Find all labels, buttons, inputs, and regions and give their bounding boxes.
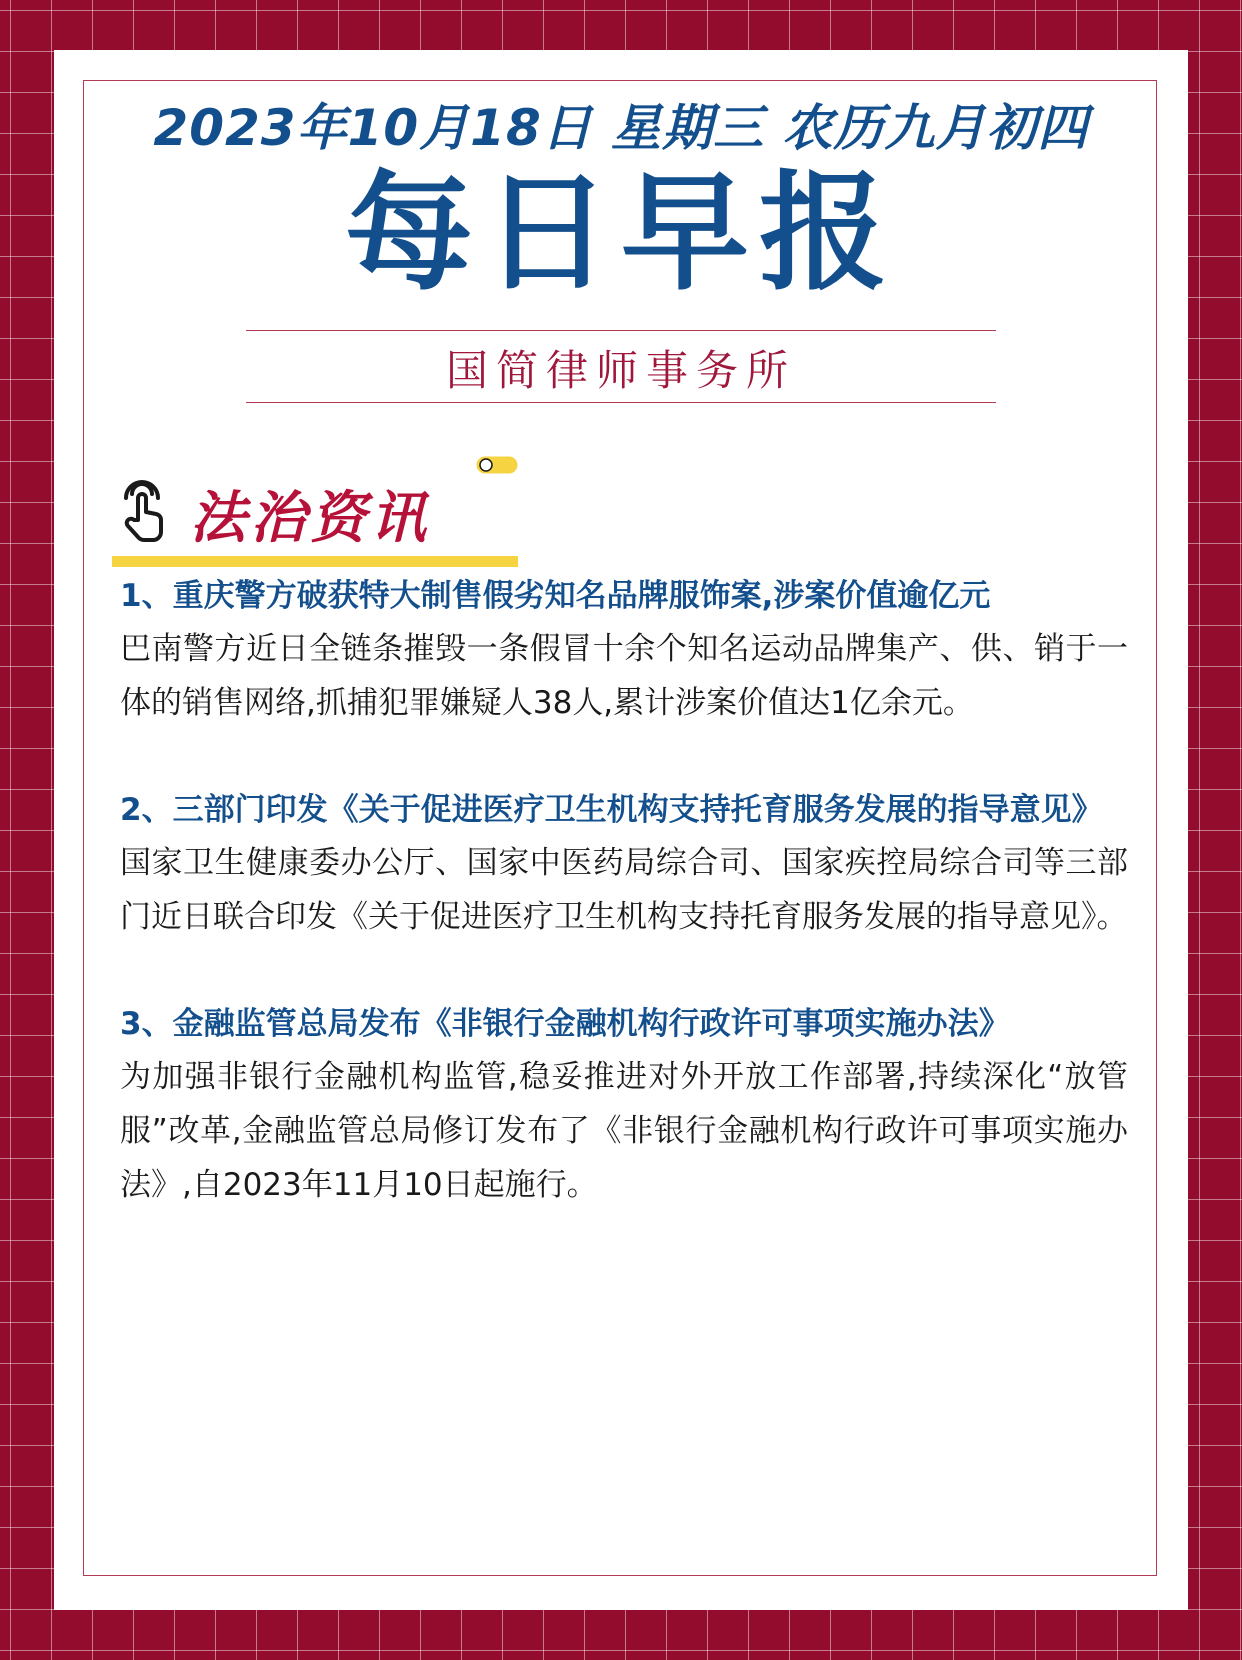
section-header: [112, 450, 512, 570]
page-title: 每日早报: [344, 159, 897, 308]
article-item: [120, 784, 1128, 944]
article-body: 巴南警方近日全链条摧毁一条假冒十余个知名运动品牌集产、供、销于一体的销售网络,抓捕犯罪嫌疑人38人,累计涉案价值达1亿余元。: [120, 631, 1128, 721]
poster-card: [54, 50, 1188, 1610]
section-title: 法治资讯: [190, 486, 430, 551]
article-item: [120, 570, 1128, 730]
section-underline: [112, 556, 518, 567]
hand-pointer-icon: [112, 480, 176, 544]
article-title: 1、重庆警方破获特大制售假劣知名品牌服饰案,涉案价值逾亿元: [120, 578, 991, 614]
article-body: 国家卫生健康委办公厅、国家中医药局综合司、国家疾控局综合司等三部门近日联合印发《关于促进医疗卫生机构支持托育服务发展的指导意见》。: [120, 845, 1128, 935]
firm-name: 国简律师事务所: [445, 346, 796, 395]
article-list: [120, 570, 1128, 1266]
article-title: 2、三部门印发《关于促进医疗卫生机构支持托育服务发展的指导意见》: [120, 792, 1103, 828]
divider-top: [246, 330, 996, 331]
divider-bottom: [246, 402, 996, 403]
article-item: [120, 998, 1128, 1212]
date-line: 2023年10月18日 星期三 农历九月初四: [153, 99, 1089, 157]
article-body: 为加强非银行金融机构监管,稳妥推进对外开放工作部署,持续深化“放管服”改革,金融监管总局修订发布了《非银行金融机构行政许可事项实施办法》,自2023年11月10日起施行。: [120, 1059, 1128, 1203]
article-title: 3、金融监管总局发布《非银行金融机构行政许可事项实施办法》: [120, 1006, 1010, 1042]
toggle-decoration-icon: [476, 456, 518, 474]
